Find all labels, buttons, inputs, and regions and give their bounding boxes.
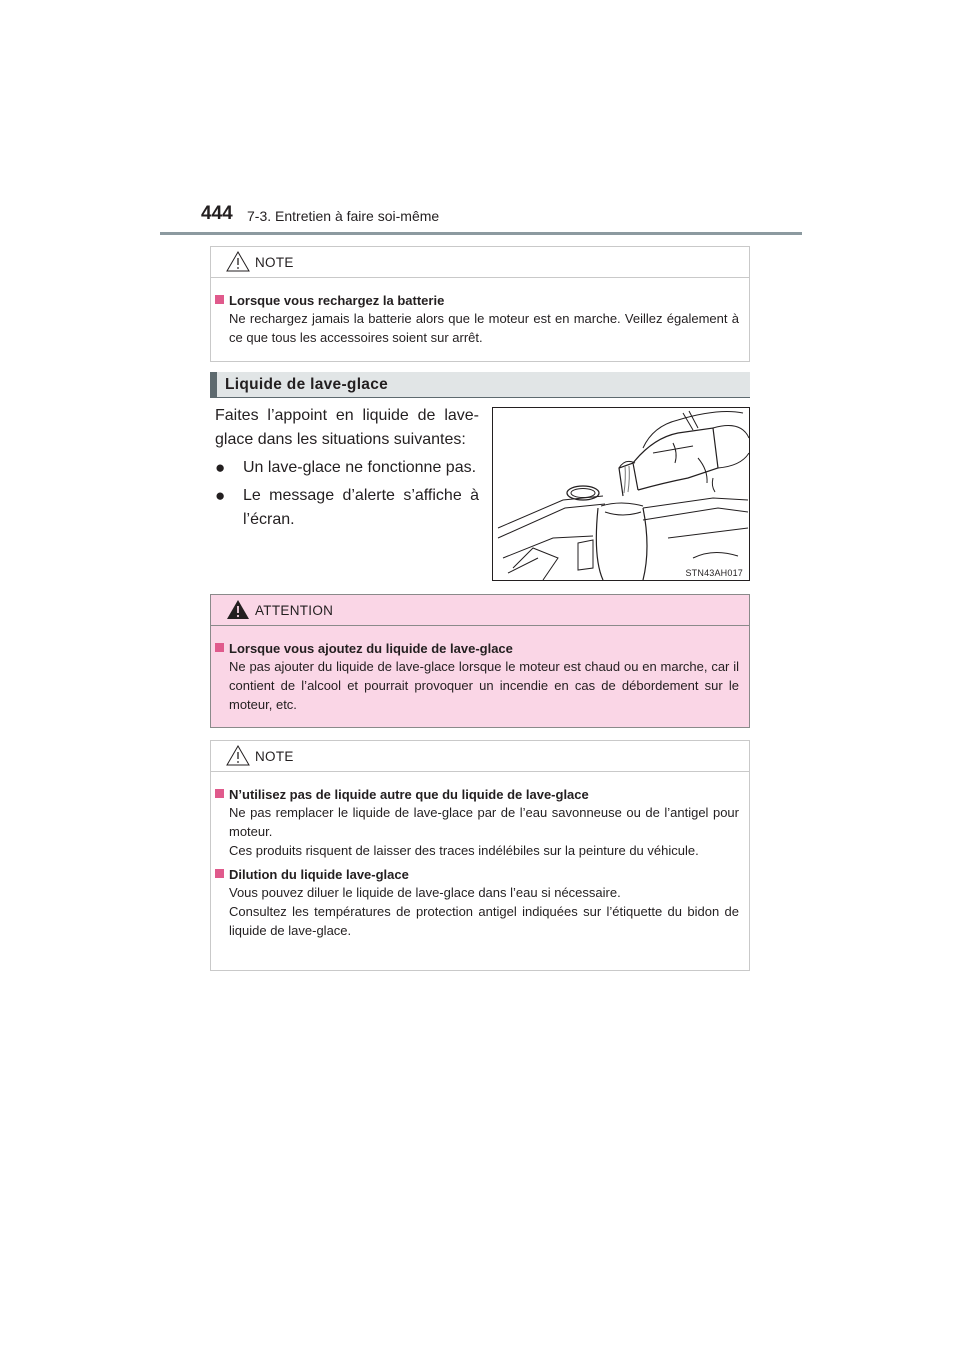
caution-outline-icon bbox=[226, 251, 250, 277]
attention-item-text: Ne pas ajouter du liquide de lave-glace lorsque le moteur est chaud ou en marche, car il contient de l’alcool et pourrait provoquer un incendie en cas de débordement sur le moteur, etc. bbox=[229, 659, 739, 712]
washer-refill-drawing bbox=[493, 408, 750, 581]
header-divider bbox=[160, 232, 802, 235]
washer-fluid-illustration bbox=[492, 407, 750, 581]
note-item-text: Ne rechargez jamais la batterie alors que le moteur est en marche. Veillez également à ce que tous les accessoires soient sur arrêt. bbox=[229, 311, 739, 345]
note-label: NOTE bbox=[255, 255, 294, 270]
warning-triangle-icon bbox=[226, 599, 250, 625]
section-heading: Liquide de lave-glace bbox=[225, 376, 389, 393]
note-item bbox=[214, 292, 739, 347]
bullet-item bbox=[215, 456, 479, 480]
attention-label: ATTENTION bbox=[255, 603, 334, 618]
note-item-text: Ces produits risquent de laisser des traces indélébiles sur la peinture du véhicule. bbox=[229, 843, 699, 858]
bullet-item bbox=[215, 484, 479, 532]
attention-box-header bbox=[211, 595, 749, 626]
attention-box bbox=[210, 594, 750, 728]
note-item bbox=[214, 786, 739, 860]
attention-item-title: Lorsque vous ajoutez du liquide de lave-glace bbox=[229, 641, 513, 656]
note-item-title: N’utilisez pas de liquide autre que du liquide de lave-glace bbox=[229, 787, 589, 802]
section-banner bbox=[210, 372, 750, 398]
bullet-text: Le message d’alerte s’affiche à l’écran. bbox=[243, 487, 479, 528]
banner-accent-bar bbox=[210, 372, 217, 398]
square-bullet-icon bbox=[215, 643, 224, 652]
intro-text: Faites l’appoint en liquide de lave-glace dans les situations suivantes: bbox=[215, 407, 479, 448]
page-number: 444 bbox=[201, 203, 233, 224]
note-box-bottom bbox=[210, 740, 750, 971]
page-header bbox=[160, 200, 802, 236]
illustration-code: STN43AH017 bbox=[685, 568, 743, 578]
square-bullet-icon bbox=[215, 789, 224, 798]
note-item-text: Ne pas remplacer le liquide de lave-glace par de l’eau savonneuse ou de l’antigel pour moteur. bbox=[229, 805, 739, 839]
banner-underline bbox=[210, 397, 750, 398]
note-box-header bbox=[211, 247, 749, 278]
note-label: NOTE bbox=[255, 749, 294, 764]
bullet-text: Un lave-glace ne fonctionne pas. bbox=[243, 459, 477, 476]
note-box-top bbox=[210, 246, 750, 362]
note-item-title: Dilution du liquide lave-glace bbox=[229, 867, 409, 882]
section-title: 7-3. Entretien à faire soi-même bbox=[247, 208, 440, 224]
note-item-text: Vous pouvez diluer le liquide de lave-glace dans l’eau si nécessaire. bbox=[229, 885, 621, 900]
caution-outline-icon bbox=[226, 745, 250, 771]
square-bullet-icon bbox=[215, 295, 224, 304]
note-item-text: Consultez les températures de protection antigel indiquées sur l’étiquette du bidon de liquide de lave-glace. bbox=[229, 904, 739, 938]
attention-item bbox=[214, 640, 739, 714]
note-item bbox=[214, 866, 739, 940]
bullet-dot-icon: ● bbox=[215, 458, 226, 477]
bullet-dot-icon: ● bbox=[215, 486, 226, 505]
square-bullet-icon bbox=[215, 869, 224, 878]
intro-block bbox=[215, 404, 479, 536]
note-box-header bbox=[211, 741, 749, 772]
note-item-title: Lorsque vous rechargez la batterie bbox=[229, 293, 445, 308]
